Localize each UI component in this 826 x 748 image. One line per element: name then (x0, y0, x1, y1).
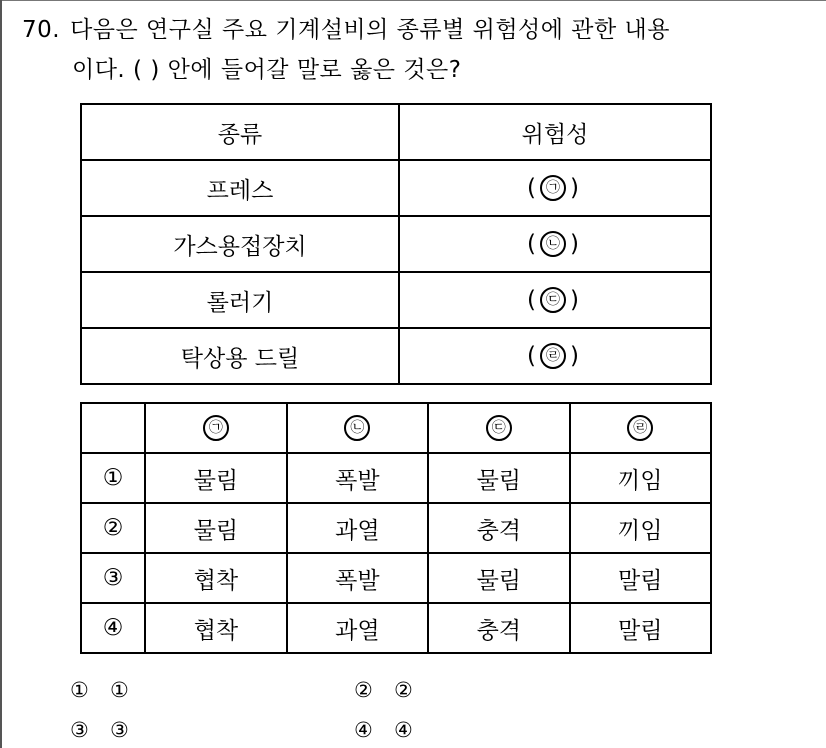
option-cell: 충격 (428, 603, 569, 653)
equipment-hazard-table (80, 103, 712, 385)
corner-cell (81, 403, 145, 453)
question-stem (22, 10, 802, 90)
close-paren: ) (570, 286, 583, 313)
table-row (81, 553, 711, 603)
open-paren: ( (527, 342, 540, 369)
choice-3[interactable] (70, 718, 129, 742)
blank-mark: ㉠ (540, 175, 566, 201)
option-cell: 협착 (145, 603, 286, 653)
equipment-type: 가스용접장치 (81, 216, 399, 272)
table-row (81, 160, 711, 216)
blank-mark: ㉡ (540, 231, 566, 257)
hazard-blank (399, 272, 711, 328)
question-text-2: 이다. ( ) 안에 들어갈 말로 옳은 것은? (72, 57, 462, 83)
mark-d: ㉣ (627, 415, 653, 441)
frame-left-border (0, 0, 2, 748)
option-cell: 협착 (145, 553, 286, 603)
option-number: ③ (81, 553, 145, 603)
frame-top-border (0, 0, 826, 1)
hazard-blank (399, 328, 711, 384)
header-mark (570, 403, 711, 453)
choice-text: ④ (394, 718, 413, 742)
option-cell: 물림 (428, 453, 569, 503)
equipment-type: 프레스 (81, 160, 399, 216)
header-mark (287, 403, 428, 453)
blank-mark: ㉢ (540, 287, 566, 313)
open-paren: ( (527, 230, 540, 257)
table-row (81, 503, 711, 553)
option-number: ② (81, 503, 145, 553)
option-cell: 말림 (570, 603, 711, 653)
option-cell: 말림 (570, 553, 711, 603)
option-cell: 과열 (287, 603, 428, 653)
option-cell: 폭발 (287, 453, 428, 503)
option-cell: 끼임 (570, 503, 711, 553)
option-cell: 끼임 (570, 453, 711, 503)
choice-2[interactable] (354, 678, 413, 702)
choice-text: ② (394, 678, 413, 702)
choice-text: ③ (110, 718, 129, 742)
close-paren: ) (570, 174, 583, 201)
choice-1[interactable] (70, 678, 129, 702)
question-text-1: 다음은 연구실 주요 기계설비의 종류별 위험성에 관한 내용 (70, 17, 670, 43)
table-row (81, 216, 711, 272)
table-row (81, 603, 711, 653)
option-cell: 물림 (145, 503, 286, 553)
table-row (81, 328, 711, 384)
close-paren: ) (570, 342, 583, 369)
choice-4[interactable] (354, 718, 413, 742)
equipment-type: 탁상용 드릴 (81, 328, 399, 384)
mark-b: ㉡ (344, 415, 370, 441)
table-row (81, 272, 711, 328)
open-paren: ( (527, 174, 540, 201)
option-cell: 충격 (428, 503, 569, 553)
choice-number: ④ (354, 718, 373, 742)
choice-number: ② (354, 678, 373, 702)
choice-number: ① (70, 678, 89, 702)
option-cell: 물림 (428, 553, 569, 603)
table-row (81, 453, 711, 503)
table-header-row (81, 104, 711, 160)
header-hazard: 위험성 (399, 104, 711, 160)
mark-a: ㉠ (203, 415, 229, 441)
option-cell: 폭발 (287, 553, 428, 603)
hazard-blank (399, 160, 711, 216)
close-paren: ) (570, 230, 583, 257)
equipment-type: 롤러기 (81, 272, 399, 328)
choice-number: ③ (70, 718, 89, 742)
header-mark (428, 403, 569, 453)
option-cell: 물림 (145, 453, 286, 503)
option-number: ① (81, 453, 145, 503)
header-mark (145, 403, 286, 453)
answer-options-table (80, 402, 712, 654)
open-paren: ( (527, 286, 540, 313)
header-type: 종류 (81, 104, 399, 160)
option-cell: 과열 (287, 503, 428, 553)
blank-mark: ㉣ (540, 343, 566, 369)
hazard-blank (399, 216, 711, 272)
option-number: ④ (81, 603, 145, 653)
question-line-1 (22, 10, 802, 50)
mark-c: ㉢ (486, 415, 512, 441)
table-header-row (81, 403, 711, 453)
question-number: 70. (22, 17, 61, 43)
choice-text: ① (110, 678, 129, 702)
